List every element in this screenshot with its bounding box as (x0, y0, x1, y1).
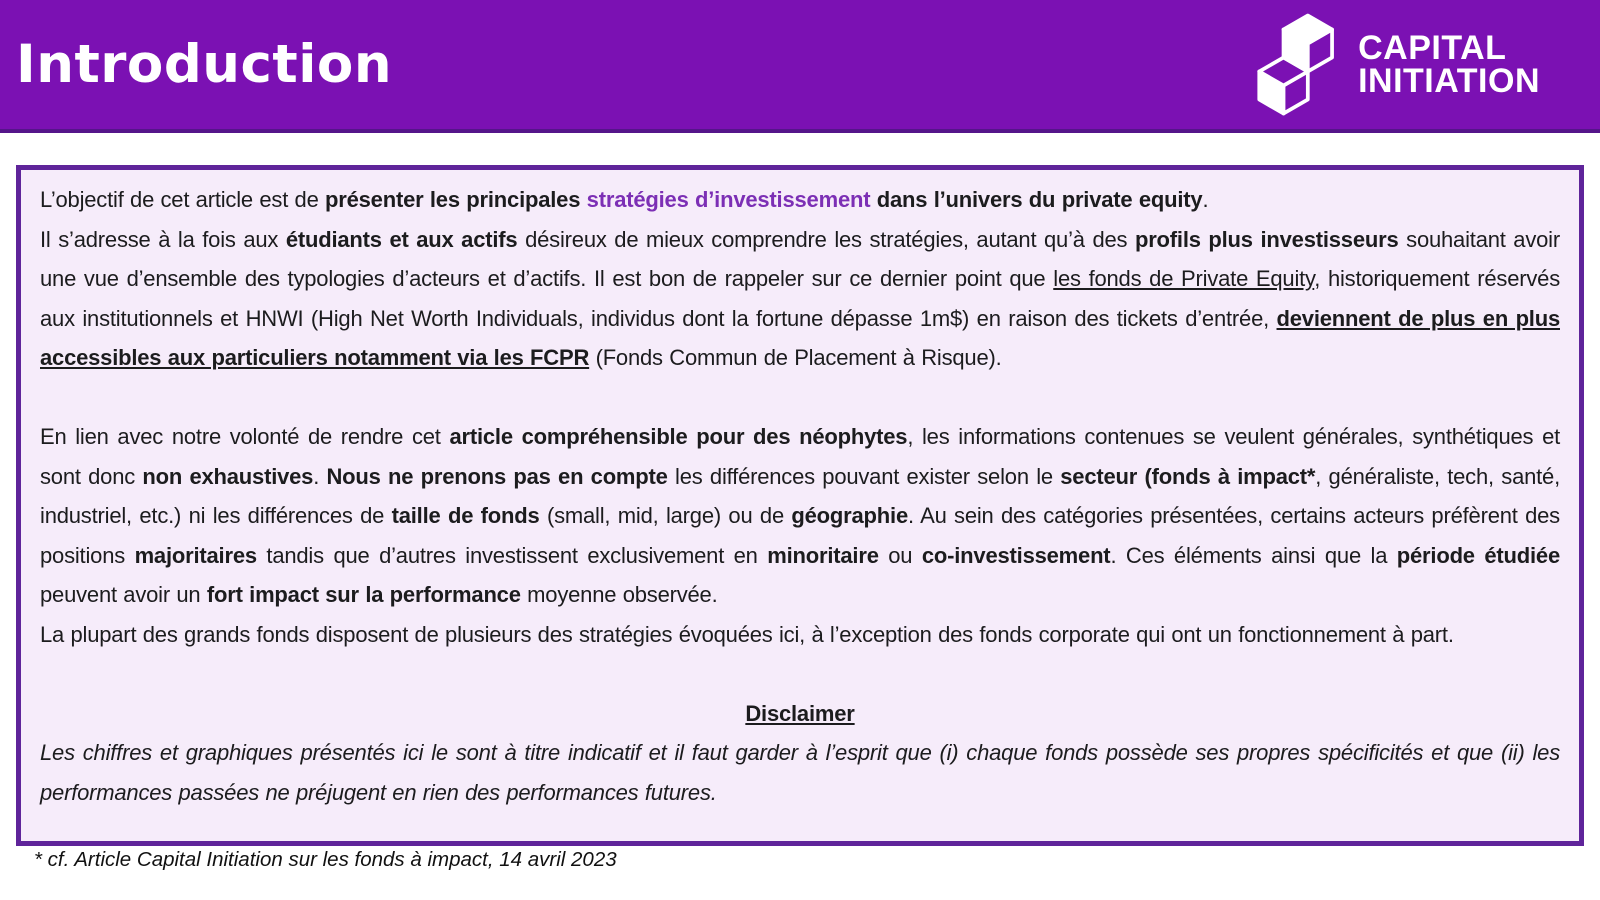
footnote: * cf. Article Capital Initiation sur les fonds à impact, 14 avril 2023 (34, 848, 617, 871)
logo-wordmark (1358, 29, 1540, 100)
cube-logo-icon (1232, 9, 1350, 121)
disclaimer-text: Les chiffres et graphiques présentés ici le sont à titre indicatif et il faut garder à l’esprit que (i) chaque fonds possède ses propres spécificités et que (ii) les performances passées ne préjugent en rien des performances futures. (40, 740, 1560, 805)
paragraph-objective: L’objectif de cet article est de présenter les principales stratégies d’investissement dans l’univers du private equity. (40, 187, 1209, 212)
paragraph-spacer (40, 378, 1560, 417)
disclaimer-heading: Disclaimer (745, 700, 855, 726)
header-bar (0, 0, 1600, 133)
content-box (16, 165, 1584, 846)
page-title: Introduction (16, 34, 393, 95)
paragraph-spacer (40, 655, 1560, 694)
paragraph-funds-note: La plupart des grands fonds disposent de plusieurs des stratégies évoquées ici, à l’exception des fonds corporate qui ont un fonctionnement à part. (40, 621, 1454, 647)
capital-initiation-logo (1232, 9, 1540, 121)
logo-word-initiation: INITIATION (1358, 61, 1540, 100)
paragraph-scope: En lien avec notre volonté de rendre cet article compréhensible pour des néophytes, les informations contenues se veulent générales, synthétiques et sont donc non exhaustives. Nous ne prenons pas en compte les différences pouvant exister selon le secteur (fonds à impact*, généraliste, tech, santé, industriel, etc.) ni les différences de taille de fonds (small, mid, large) ou de géographie. Au sein des catégories présentées, certains acteurs préfèrent des positions majoritaires tandis que d’autres investissent exclusivement en minoritaire ou co-investissement. Ces éléments ainsi que la période étudiée peuvent avoir un fort impact sur la performance moyenne observée. (40, 423, 1561, 608)
logo-word-capital: CAPITAL (1358, 29, 1507, 68)
paragraph-audience: Il s’adresse à la fois aux étudiants et aux actifs désireux de mieux comprendre les stratégies, autant qu’à des profils plus investisseurs souhaitant avoir une vue d’ensemble des typologies d’acteurs et d’actifs. Il est bon de rappeler sur ce dernier point que les fonds de Private Equity, historiquement réservés aux institutionnels et HNWI (High Net Worth Individuals, individus dont la fortune dépasse 1m$) en raison des tickets d’entrée, deviennent de plus en plus accessibles aux particuliers notamment via les FCPR (Fonds Commun de Placement à Risque). (40, 226, 1560, 371)
